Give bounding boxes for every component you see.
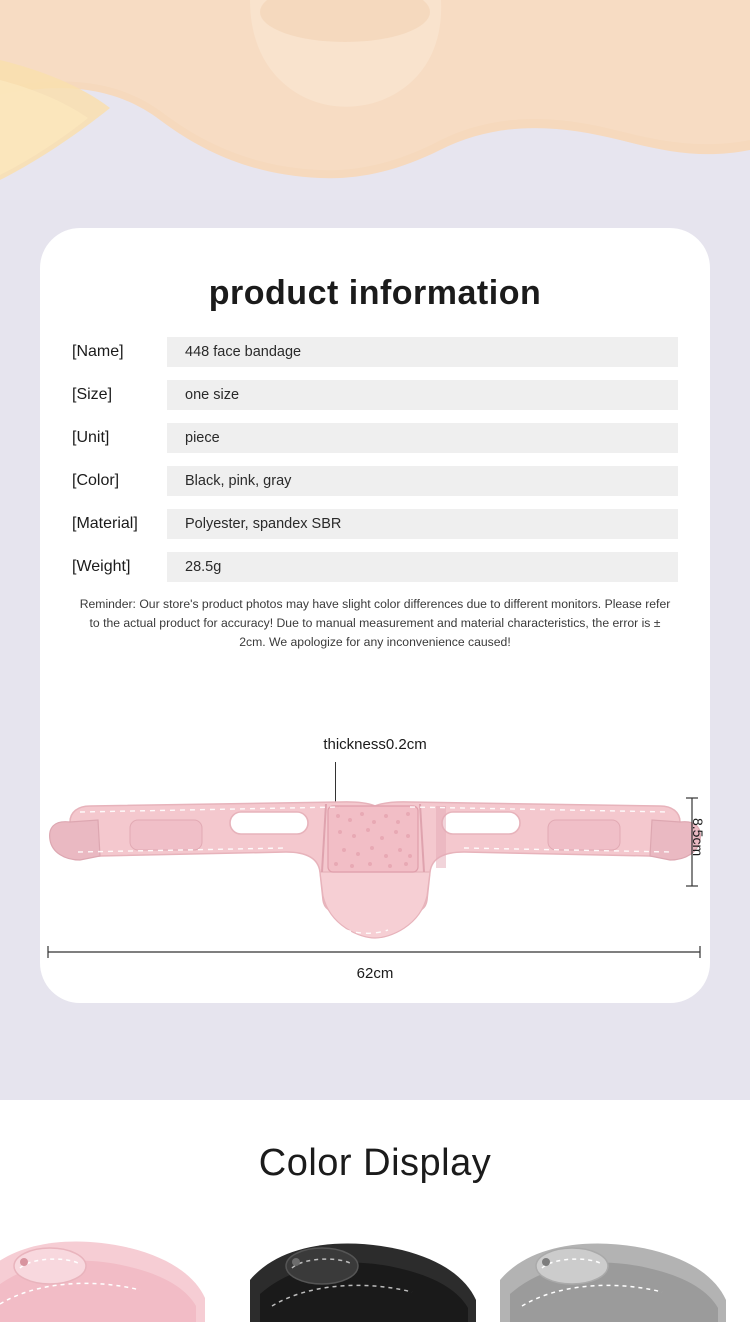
color-swatch-black[interactable] [250, 1218, 500, 1322]
product-dimension-diagram [40, 726, 710, 986]
spec-label: [Name] [72, 343, 124, 360]
table-row [72, 380, 678, 410]
height-dimension-label: 8.5cm [690, 818, 706, 857]
spec-value: Polyester, spandex SBR [167, 509, 678, 539]
table-row [72, 552, 678, 582]
black-bandage-image [250, 1218, 500, 1322]
spec-value: 448 face bandage [167, 337, 678, 367]
color-swatch-gray[interactable] [500, 1218, 750, 1322]
table-row [72, 337, 678, 367]
hero-model-image [0, 0, 750, 200]
gray-bandage-image [500, 1218, 750, 1322]
spec-table [40, 337, 710, 582]
spec-label: [Material] [72, 515, 138, 532]
thickness-label: thickness0.2cm [323, 736, 427, 753]
hero-illustration [0, 0, 750, 200]
spec-label: [Weight] [72, 558, 131, 575]
product-information-card [40, 228, 710, 1003]
table-row [72, 509, 678, 539]
color-swatch-row [0, 1218, 750, 1322]
table-row [72, 423, 678, 453]
color-swatch-pink[interactable] [0, 1218, 250, 1322]
spec-label: [Size] [72, 386, 113, 403]
color-display-title: Color Display [258, 1142, 492, 1184]
spec-value: 28.5g [167, 552, 678, 582]
reminder-text: Reminder: Our store's product photos may have slight color differences due to different monitors. Please refer to the actual product for accuracy! Due to manual measurement and material characteristics, the error is ± 2cm. We apologize for any inconvenience caused! [79, 597, 671, 649]
spec-label: [Color] [72, 472, 120, 489]
spec-value: one size [167, 380, 678, 410]
table-row [72, 466, 678, 496]
spec-label: [Unit] [72, 429, 110, 446]
card-title: product information [208, 274, 542, 312]
bandage-illustration [40, 776, 710, 976]
width-dimension-label: 62cm [356, 965, 394, 982]
spec-value: piece [167, 423, 678, 453]
spec-value: Black, pink, gray [167, 466, 678, 496]
pink-bandage-image [0, 1218, 250, 1322]
